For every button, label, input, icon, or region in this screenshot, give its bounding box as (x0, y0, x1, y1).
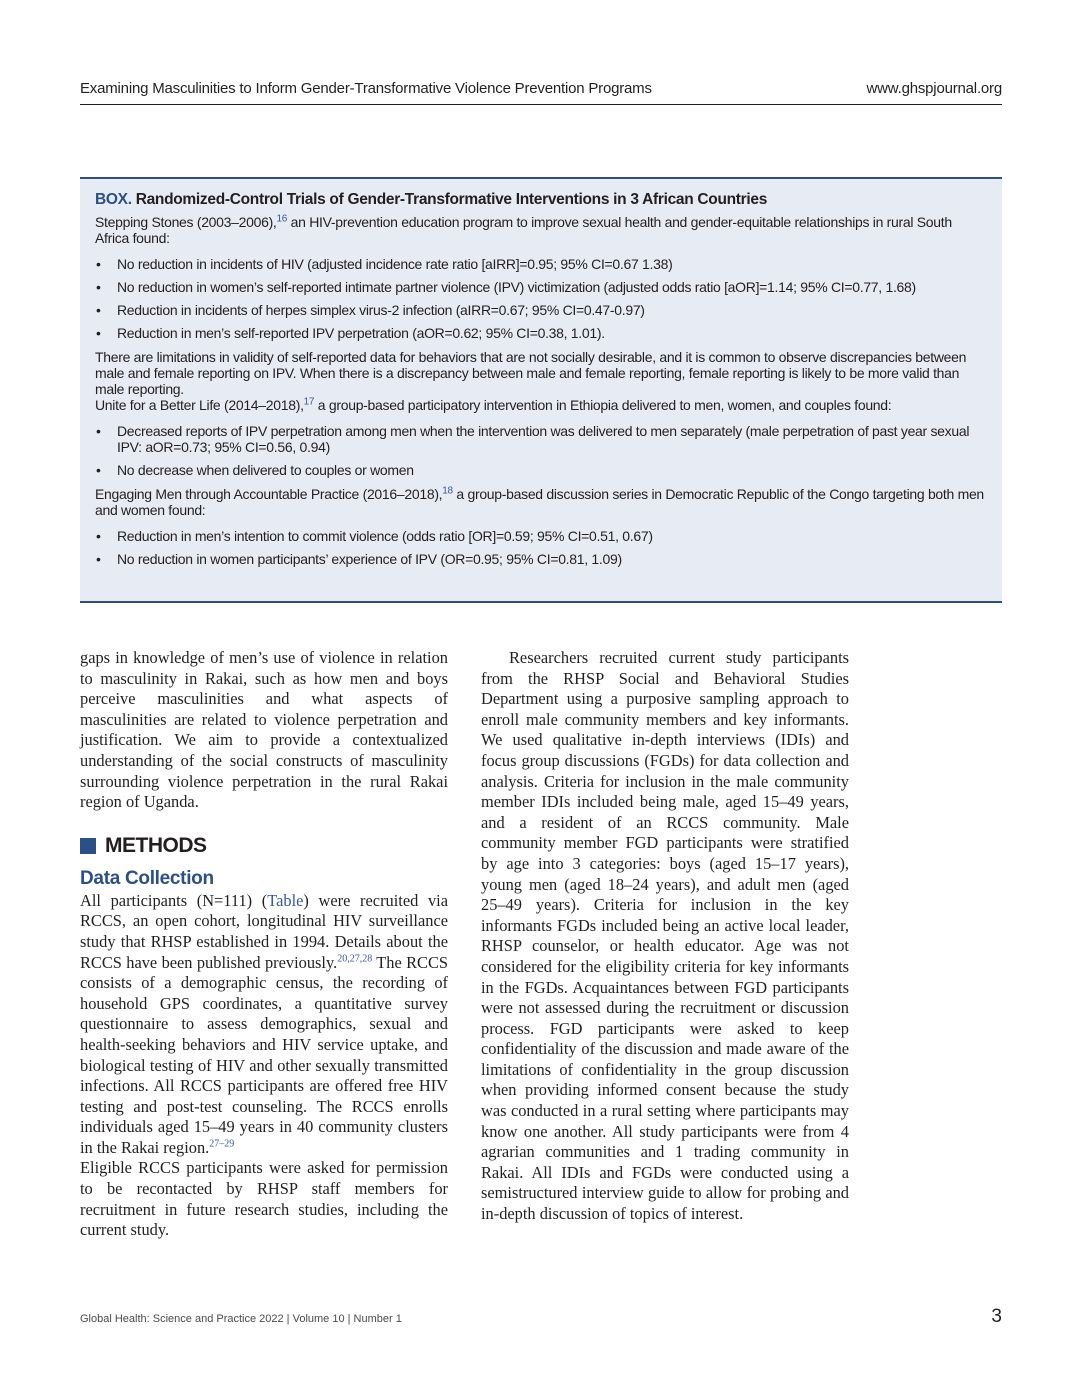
list-item: • No reduction in incidents of HIV (adjusted incidence rate ratio [aIRR]=0.95; 95% CI=0.67 1.38) (96, 256, 673, 272)
study1-intro: Stepping Stones (2003–2006),$^{16}$ an HIV-prevention education program to improve sexual health and gender-equitable relationships in rural South Africa found: (95, 213, 952, 246)
study3-findings (95, 528, 987, 567)
intro-paragraph: gaps in knowledge of men’s use of violence in relation to masculinity in Rakai, such as how men and boys perceive masculinities and what aspects of masculinities are related to violence perpetration and justification. We aim to provide a contextualized understanding of the social constructs of masculinity surrounding violence perpetration in the rural Rakai region of Uganda. (80, 648, 448, 812)
limitations-note: There are limitations in validity of self-reported data for behaviors that are not socially desirable, and it is common to observe discrepancies between male and female reporting on IPV. When there is a discrepancy between male and female reporting, female reporting is likely to be more valid than male reporting. (95, 349, 967, 397)
data-collection-paragraph: All participants (N=111) (Table) were recruited via RCCS, an open cohort, longitudinal HIV surveillance study that RHSP established in 1994. Details about the RCCS have been published previously.$^{20,27,28}$ The RCCS consists of a demographic census, the recording of household GPS coordinates, a quantitative survey questionnaire to assess demographics, sexual and health-seeking behaviors and HIV service uptake, and biological testing of HIV and other sexually transmitted infections. All RCCS participants are offered free HIV testing and post-test counseling. The RCCS enrolls individuals aged 15–49 years in 40 community clusters in the Rakai region.$^{27-29}$ (80, 890, 448, 1157)
left-column (80, 648, 448, 1241)
running-header (80, 80, 1002, 104)
ref-16[interactable]: 16 (276, 213, 288, 225)
study2-findings (95, 423, 987, 478)
list-item: • No decrease when delivered to couples or women (96, 462, 414, 478)
list-item: • Reduction in men’s self-reported IPV perpetration (aOR=0.62; 95% CI=0.38, 1.01). (96, 325, 605, 341)
box-title (95, 192, 987, 208)
list-item: • Reduction in incidents of herpes simplex virus-2 infection (aIRR=0.67; 95% CI=0.47-0.97) (96, 302, 645, 318)
info-box (80, 177, 1002, 603)
box-label: BOX. (95, 191, 132, 208)
ref-18[interactable]: 18 (442, 485, 453, 497)
eligibility-paragraph: Eligible RCCS participants were asked for permission to be recontacted by RHSP staff members for recruitment in future research studies, including the current study. (80, 1158, 448, 1240)
section-heading-methods: METHODS (80, 833, 448, 859)
study1-findings (95, 256, 987, 341)
ref-17[interactable]: 17 (303, 396, 315, 408)
list-item: • Reduction in men’s intention to commit violence (odds ratio [OR]=0.59; 95% CI=0.51, 0.67) (96, 528, 653, 544)
list-item: • Decreased reports of IPV perpetration among men when the intervention was delivered to men separately (male perpetration of past year sexual IPV: aOR=0.73; 95% CI=0.56, 0.94) (96, 423, 970, 455)
heading-square-icon (80, 838, 96, 854)
journal-website[interactable]: www.ghspjournal.org (866, 80, 1002, 97)
box-title-text: Randomized-Control Trials of Gender-Transformative Interventions in 3 African Countries (135, 191, 768, 208)
list-item: • No reduction in women’s self-reported intimate partner violence (IPV) victimization (adjusted odds ratio [aOR]=1.14; 95% CI=0.77, 1.68) (96, 279, 916, 295)
subheading-data-collection: Data Collection (80, 867, 214, 889)
right-column (481, 648, 849, 1225)
footer-citation: Global Health: Science and Practice 2022 | Volume 10 | Number 1 (80, 1313, 402, 1325)
ref-20-27-28[interactable]: 20,27,28 (337, 953, 373, 965)
running-title: Examining Masculinities to Inform Gender-Transformative Violence Prevention Programs (80, 80, 652, 97)
table-link[interactable]: Table (267, 890, 304, 910)
study3-intro: Engaging Men through Accountable Practice (2016–2018),$^{18}$ a group-based discussion series in Democratic Republic of the Congo targeting both men and women found: (95, 485, 984, 518)
header-rule (80, 104, 1002, 105)
ref-27-29[interactable]: 27–29 (209, 1138, 235, 1150)
recruitment-paragraph: Researchers recruited current study participants from the RHSP Social and Behavioral Studies Department using a purposive sampling approach to enroll male community members and key informants. We used qualitative in-depth interviews (IDIs) and focus group discussions (FGDs) for data collection and analysis. Criteria for inclusion in the male community member IDIs included being male, aged 15–49 years, and a resident of an RCCS community. Male community member FGD participants were stratified by age into 3 categories: boys (aged 15–17 years), young men (aged 18–24 years), and adult men (aged 25–49 years). Criteria for inclusion in the key informants FGDs included being an active local leader, RHSP counselor, or health educator. Age was not considered for the eligibility criteria for key informants in the FGDs. Acquaintances between FGD participants were not assessed during the recruitment or discussion process. FGD participants were asked to keep confidentiality of the discussion and made aware of the limitations of confidentiality in the group discussion when providing informed consent because the study was conducted in a rural setting where participants may know one another. All study participants were from 4 agrarian communities and 1 trading community in Rakai. All IDIs and FGDs were conducted using a semistructured interview guide to allow for probing and in-depth discussion of topics of interest. (481, 648, 849, 1224)
page-number: 3 (991, 1306, 1002, 1327)
list-item: • No reduction in women participants’ experience of IPV (OR=0.95; 95% CI=0.81, 1.09) (96, 551, 622, 567)
study2-intro: Unite for a Better Life (2014–2018),$^{17}$ a group-based participatory intervention in Ethiopia delivered to men, women, and couples found: (95, 396, 892, 413)
